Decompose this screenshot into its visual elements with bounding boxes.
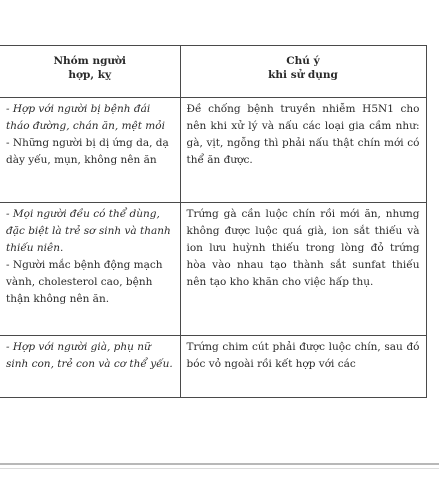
table-header-row: [0, 46, 426, 98]
table-row: [0, 98, 426, 203]
table-row: [0, 336, 426, 398]
group-suitable-text: - Hợp với người già, phụ nữ sinh con, trẻ con và cơ thể yếu.: [6, 341, 173, 370]
cell-group: [0, 336, 180, 398]
cell-notes: Đề chống bệnh truyền nhiễm H5N1 cho nên khi xử lý và nấu các loại gia cầm như: gà, vịt, ngỗng thì phải nấu thật chín mới có thể ăn được.: [180, 98, 426, 203]
header-col2-line1: Chú ý: [286, 55, 320, 67]
cell-notes: Trứng chim cút phải được luộc chín, sau đó bóc vỏ ngoài rồi kết hợp với các: [180, 336, 426, 398]
header-col1-line2: hợp, kỵ: [68, 69, 112, 81]
table-row: [0, 203, 426, 336]
cell-notes: Trứng gà cần luộc chín rồi mới ăn, nhưng không được luộc quá già, ion sắt thiếu và ion lưu huỳnh thiếu trong lòng đỏ trứng hòa vào nhau tạo thành sắt sunfat thiếu nên tạo kho khăn cho việc hấp thụ.: [180, 203, 426, 336]
header-col2-line2: khi sử dụng: [268, 69, 338, 81]
group-avoid-text: - Những người bị dị ứng da, dạ dày yếu, mụn, không nên ăn: [6, 137, 169, 166]
group-avoid-text: - Người mắc bệnh động mạch vành, cholesterol cao, bệnh thận không nên ăn.: [6, 259, 163, 305]
cell-group: [0, 203, 180, 336]
nutrition-notes-table: [0, 45, 427, 398]
header-col1-line1: Nhóm người: [53, 55, 127, 67]
header-suitable-group: [0, 46, 180, 98]
page-bottom-rule-faint: [0, 468, 439, 469]
header-usage-notes: [180, 46, 426, 98]
group-suitable-text: - Mọi người đều có thể dùng, đặc biệt là trẻ sơ sinh và thanh thiếu niên.: [6, 208, 171, 254]
page-bottom-rule: [0, 463, 439, 465]
group-suitable-text: - Hợp với người bị bệnh đái tháo đường, chán ăn, mệt mỏi: [6, 103, 165, 132]
cell-group: [0, 98, 180, 203]
